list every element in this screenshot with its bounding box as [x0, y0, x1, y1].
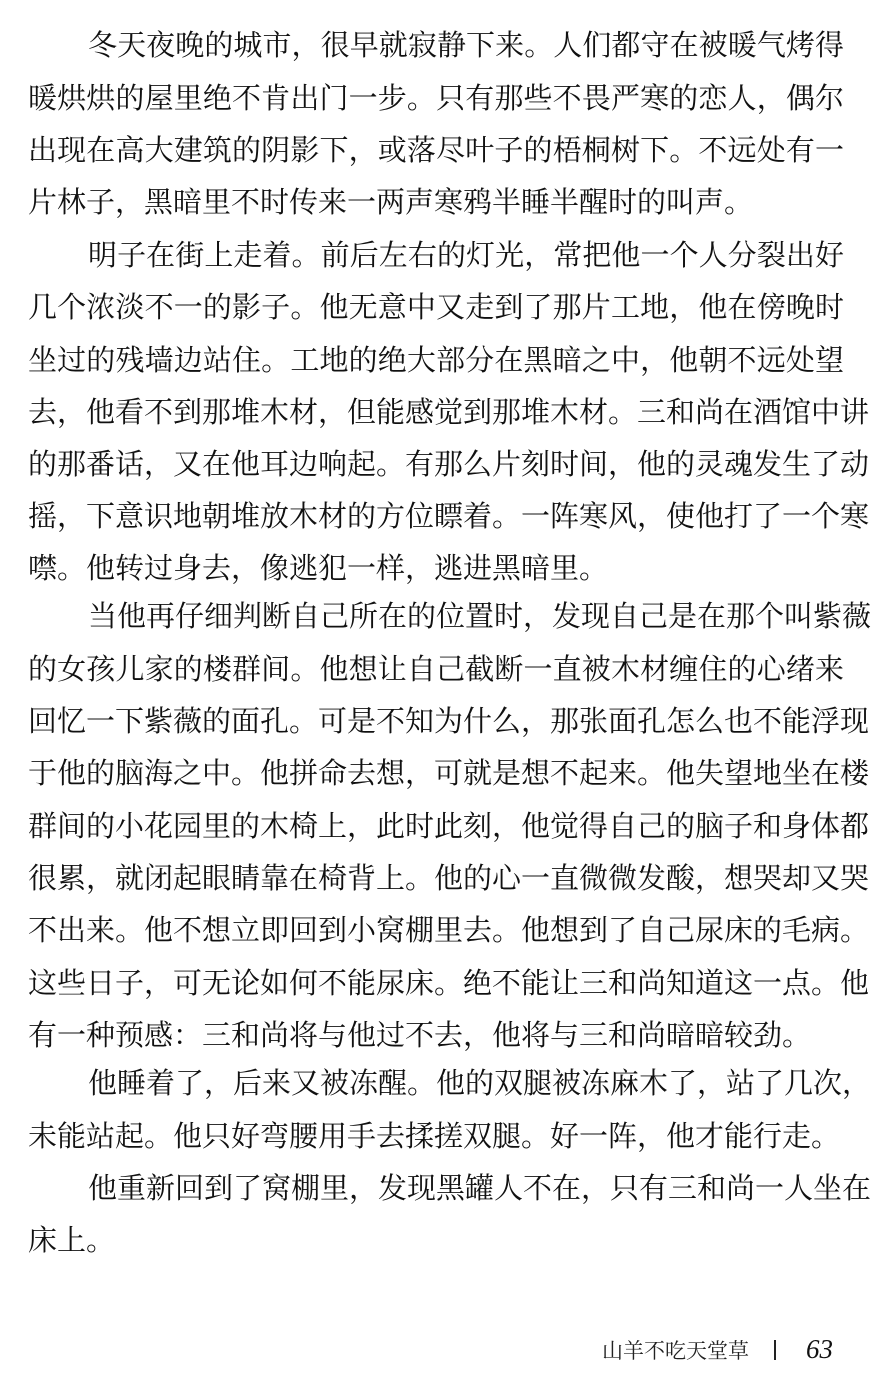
text-line: 明子在街上走着。前后左右的灯光，常把他一个人分裂出好 [88, 238, 844, 272]
text-line: 摇，下意识地朝堆放木材的方位瞟着。一阵寒风，使他打了一个寒 [28, 499, 870, 533]
text-line: 于他的脑海之中。他拼命去想，可就是想不起来。他失望地坐在楼 [28, 756, 870, 790]
text-line: 去，他看不到那堆木材，但能感觉到那堆木材。三和尚在酒馆中讲 [28, 395, 870, 429]
text-line: 群间的小花园里的木椅上，此时此刻，他觉得自己的脑子和身体都 [28, 809, 870, 843]
text-line: 有一种预感：三和尚将与他过不去，他将与三和尚暗暗较劲。 [28, 1018, 812, 1052]
text-line: 的那番话，又在他耳边响起。有那么片刻时间，他的灵魂发生了动 [28, 447, 870, 481]
footer-divider [774, 1340, 776, 1360]
page-number: 63 [806, 1334, 833, 1364]
text-line: 很累，就闭起眼睛靠在椅背上。他的心一直微微发酸，想哭却又哭 [28, 861, 870, 895]
text-line: 未能站起。他只好弯腰用手去揉搓双腿。好一阵，他才能行走。 [28, 1119, 841, 1153]
text-line: 冬天夜晚的城市，很早就寂静下来。人们都守在被暖气烤得 [88, 28, 844, 62]
text-line: 片林子，黑暗里不时传来一两声寒鸦半睡半醒时的叫声。 [28, 185, 754, 219]
text-line: 噤。他转过身去，像逃犯一样，逃进黑暗里。 [28, 551, 609, 585]
text-line: 几个浓淡不一的影子。他无意中又走到了那片工地，他在傍晚时 [28, 290, 844, 324]
text-line: 床上。 [28, 1223, 116, 1257]
text-line: 他重新回到了窝棚里，发现黑罐人不在，只有三和尚一人坐在 [88, 1171, 872, 1205]
text-line: 不出来。他不想立即回到小窝棚里去。他想到了自己尿床的毛病。 [28, 913, 870, 947]
text-line: 他睡着了，后来又被冻醒。他的双腿被冻麻木了，站了几次， [88, 1066, 872, 1100]
text-line: 的女孩儿家的楼群间。他想让自己截断一直被木材缠住的心绪来 [28, 652, 844, 686]
running-footer-book-title: 山羊不吃天堂草 [602, 1339, 749, 1363]
text-line: 回忆一下紫薇的面孔。可是不知为什么，那张面孔怎么也不能浮现 [28, 704, 870, 738]
text-line: 暖烘烘的屋里绝不肯出门一步。只有那些不畏严寒的恋人，偶尔 [28, 81, 844, 115]
text-line: 这些日子，可无论如何不能尿床。绝不能让三和尚知道这一点。他 [28, 966, 870, 1000]
text-line: 出现在高大建筑的阴影下，或落尽叶子的梧桐树下。不远处有一 [28, 133, 844, 167]
text-line: 坐过的残墙边站住。工地的绝大部分在黑暗之中，他朝不远处望 [28, 343, 844, 377]
text-line: 当他再仔细判断自己所在的位置时，发现自己是在那个叫紫薇 [88, 599, 872, 633]
